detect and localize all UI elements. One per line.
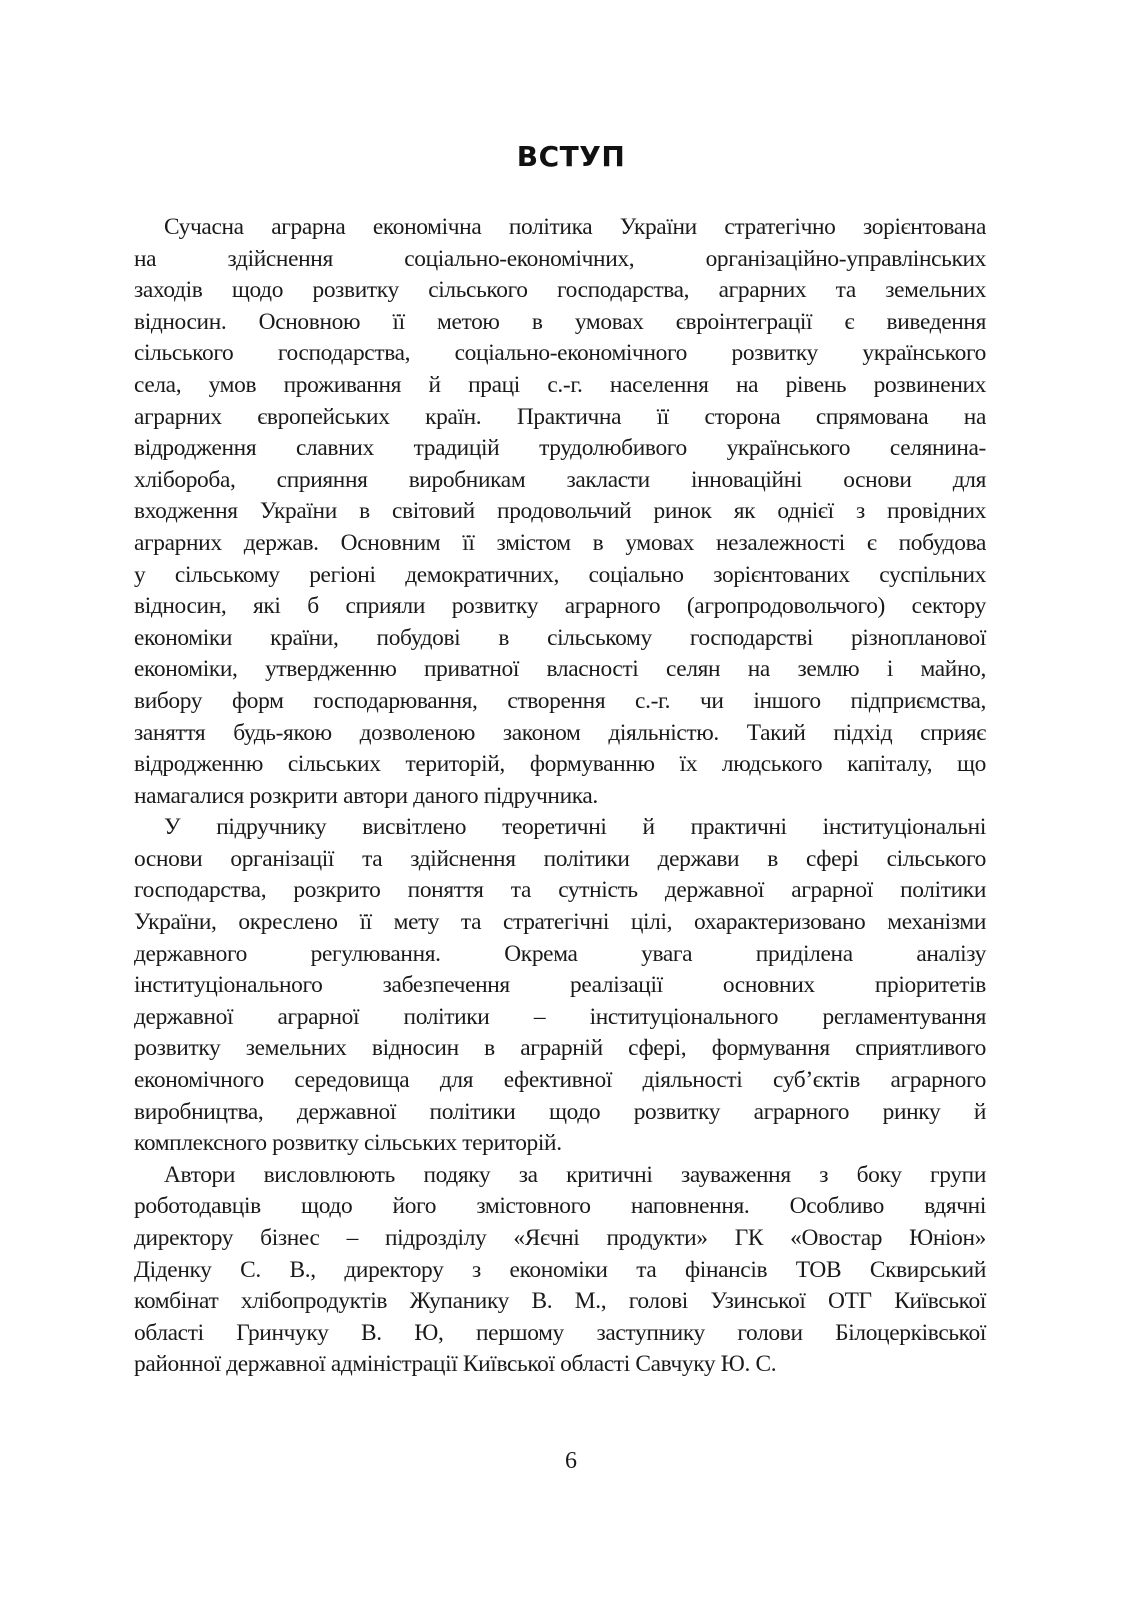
text-line: на здійснення соціально-економічних, організаційно-управлінських — [134, 245, 986, 272]
text-line: державного регулювання. Окрема увага приділена аналізу — [134, 940, 986, 967]
page-number: 6 — [565, 1448, 577, 1474]
text-line: заняття будь-якою дозволеною законом діяльністю. Такий підхід сприяє — [134, 719, 986, 746]
text-line: виробництва, державної політики щодо розвитку аграрного ринку й — [134, 1098, 986, 1125]
text-line: вибору форм господарювання, створення с.-г. чи іншого підприємства, — [134, 687, 986, 714]
text-line: економіки країни, побудові в сільському господарстві різнопланової — [134, 624, 986, 651]
text-line: розвитку земельних відносин в аграрній сфері, формування сприятливого — [134, 1035, 986, 1062]
text-line: відносин. Основною її метою в умовах євроінтеграції є виведення — [134, 308, 986, 335]
text-line: аграрних держав. Основним її змістом в умовах незалежності є побудова — [134, 529, 986, 556]
paragraph-3 — [134, 1160, 986, 1381]
text-line: Автори висловлюють подяку за критичні зауваження з боку групи — [164, 1161, 986, 1188]
text-line: Діденку С. В., директору з економіки та фінансів ТОВ Сквирський — [134, 1256, 986, 1283]
text-line: господарства, розкрито поняття та сутність державної аграрної політики — [134, 877, 986, 904]
text-line: входження України в світовий продовольчий ринок як однієї з провідних — [134, 498, 986, 525]
text-line: основи організації та здійснення політики держави в сфері сільського — [134, 845, 986, 872]
text-line: інституціонального забезпечення реалізації основних пріоритетів — [134, 972, 986, 999]
page-title: ВСТУП — [516, 140, 626, 173]
text-line: відродження славних традицій трудолюбивого українського селянина- — [134, 435, 986, 462]
text-line: відродженню сільських територій, формуванню їх людського капіталу, що — [134, 751, 986, 778]
text-line: економіки, утвердженню приватної власності селян на землю і майно, — [134, 656, 986, 683]
text-line: державної аграрної політики – інституціонального регламентування — [134, 1003, 986, 1030]
text-line: директору бізнес – підрозділу «Яєчні продукти» ГК «Овостар Юніон» — [134, 1225, 986, 1251]
text-line: комплексного розвитку сільських територій. — [134, 1130, 562, 1157]
text-line: сільського господарства, соціально-економічного розвитку українського — [134, 340, 986, 367]
text-line: комбінат хлібопродуктів Жупанику В. М., голові Узинської ОТГ Київської — [134, 1288, 986, 1315]
text-line: у сільському регіоні демократичних, соціально зорієнтованих суспільних — [134, 561, 986, 588]
text-line: У підручнику висвітлено теоретичні й практичні інституціональні — [164, 814, 986, 841]
text-line: заходів щодо розвитку сільського господарства, аграрних та земельних — [134, 277, 986, 304]
text-line: районної державної адміністрації Київської області Савчуку Ю. С. — [134, 1351, 777, 1378]
text-line: аграрних європейських країн. Практична її сторона спрямована на — [134, 403, 986, 430]
text-line: України, окреслено її мету та стратегічні цілі, охарактеризовано механізми — [134, 909, 986, 936]
text-line: намагалися розкрити автори даного підручника. — [134, 782, 598, 809]
text-line: Сучасна аграрна економічна політика України стратегічно зорієнтована — [164, 214, 986, 240]
text-line: села, умов проживання й праці с.-г. населення на рівень розвинених — [134, 371, 986, 398]
text-line: хлібороба, сприяння виробникам закласти інноваційні основи для — [134, 466, 986, 493]
body-text — [134, 212, 986, 1381]
text-line: економічного середовища для ефективної діяльності суб’єктів аграрного — [134, 1067, 986, 1094]
text-line: області Гринчуку В. Ю, першому заступнику голови Білоцерківської — [134, 1319, 986, 1346]
paragraph-1 — [134, 212, 986, 812]
text-line: роботодавців щодо його змістовного наповнення. Особливо вдячні — [134, 1193, 986, 1220]
paragraph-2 — [134, 812, 986, 1160]
text-line: відносин, які б сприяли розвитку аграрного (агропродовольчого) сектору — [134, 593, 986, 620]
